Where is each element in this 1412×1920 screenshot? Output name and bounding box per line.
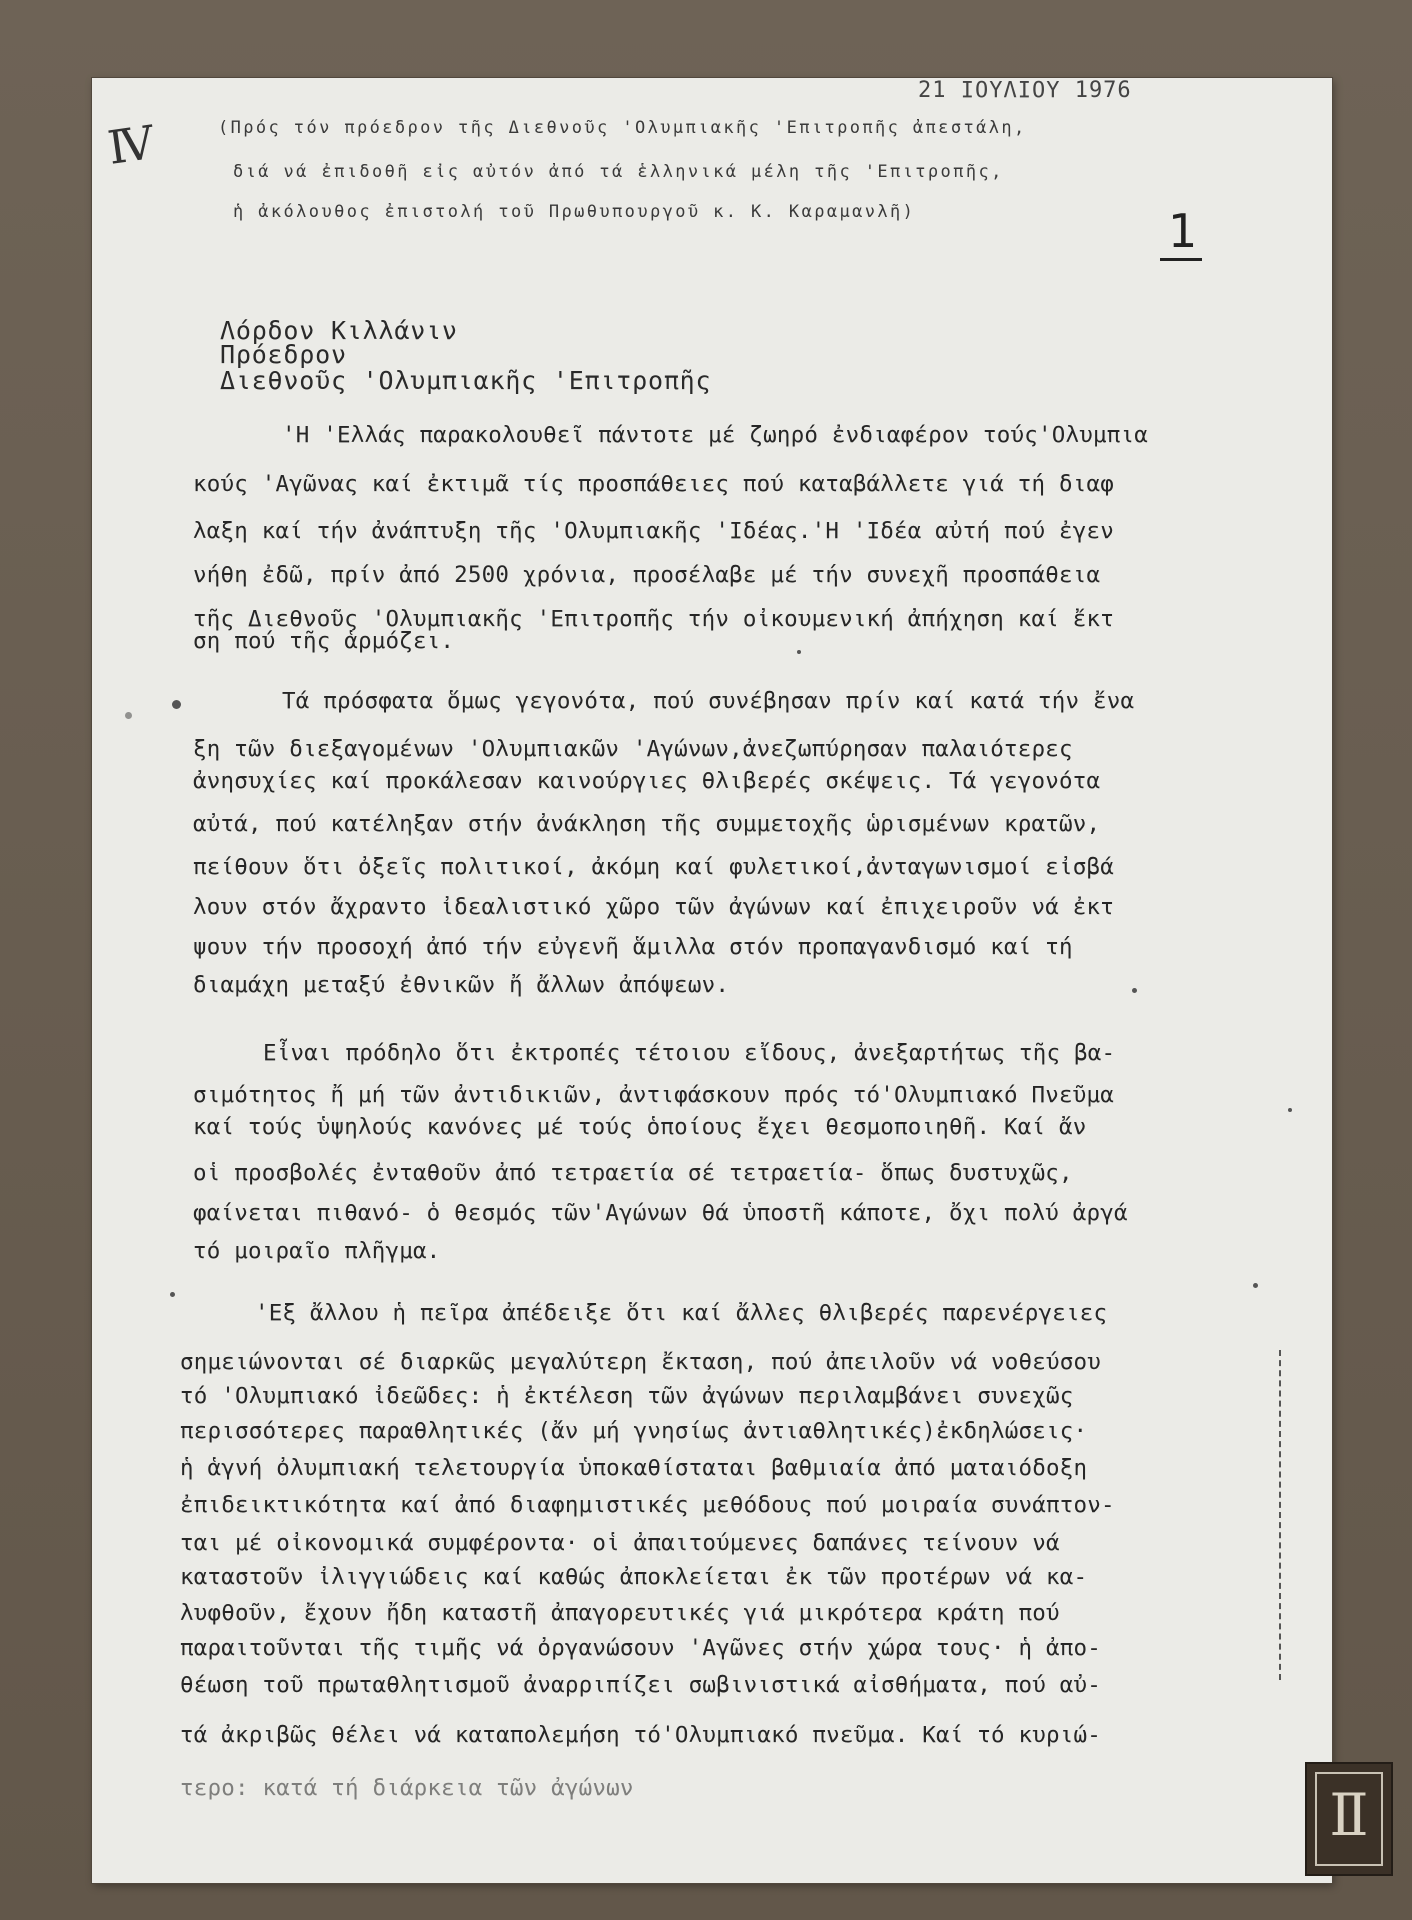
paragraph-1-line: ση πού τῆς ἁρμόζει. — [193, 628, 455, 654]
archive-logo — [1305, 1762, 1393, 1876]
paragraph-4-line: καταστοῦν ἰλιγγιώδεις καί καθώς ἀποκλείεται ἐκ τῶν προτέρων νά κα- — [180, 1564, 1088, 1590]
archive-logo-frame — [1315, 1772, 1383, 1866]
paragraph-1-line: 'Η 'Ελλάς παρακολουθεῖ πάντοτε μέ ζωηρό ἐνδιαφέρον τούς'Ολυμπια — [282, 422, 1149, 448]
paragraph-1-line: κούς 'Αγῶνας καί ἐκτιμᾶ τίς προσπάθειες πού καταβάλλετε γιά τή διαφ — [193, 471, 1114, 497]
paragraph-3-line: φαίνεται πιθανό- ὁ θεσμός τῶν'Αγώνων θά ὑποστῆ κάποτε, ὄχι πολύ ἀργά — [193, 1200, 1128, 1226]
paragraph-4-line: σημειώνονται σέ διαρκῶς μεγαλύτερη ἔκταση, πού ἀπειλοῦν νά νοθεύσου — [180, 1349, 1101, 1375]
paragraph-4-line: 'Εξ ἄλλου ἡ πεῖρα ἀπέδειξε ὅτι καί ἄλλες θλιβερές παρενέργειες — [255, 1300, 1108, 1326]
header-line: ἡ ἀκόλουθος ἐπιστολή τοῦ Πρωθυπουργοῦ κ. Κ. Καραμανλῆ) — [233, 202, 916, 222]
paragraph-3-line: τό μοιραῖο πλῆγμα. — [193, 1238, 441, 1264]
ink-speck — [170, 1292, 175, 1297]
paragraph-2-line: πείθουν ὅτι ὀξεῖς πολιτικοί, ἀκόμη καί φυλετικοί,ἀνταγωνισμοί εἰσβά — [193, 854, 1114, 880]
paragraph-1-line: νήθη ἐδῶ, πρίν ἀπό 2500 χρόνια, προσέλαβε μέ τήν συνεχῆ προσπάθεια — [193, 562, 1101, 588]
archive-logo-icon: Ⅱ — [1329, 1781, 1369, 1849]
paragraph-2-line: διαμάχη μεταξύ ἐθνικῶν ἤ ἄλλων ἀπόψεων. — [193, 972, 730, 998]
paragraph-4-line: ται μέ οἰκονομικά συμφέροντα· οἱ ἀπαιτούμενες δαπάνες τείνουν νά — [180, 1530, 1060, 1556]
page-number-underline — [1160, 258, 1202, 261]
paragraph-2-line: ξη τῶν διεξαγομένων 'Ολυμπιακῶν 'Αγώνων,ἀνεζωπύρησαν παλαιότερες — [193, 736, 1073, 762]
paragraph-4-line: ἡ ἁγνή ὀλυμπιακή τελετουργία ὑποκαθίσταται βαθμιαία ἀπό ματαιόδοξη — [180, 1455, 1088, 1481]
bullet-mark — [172, 700, 181, 709]
paragraph-4-line: ἐπιδεικτικότητα καί ἀπό διαφημιστικές μεθόδους πού μοιραία συνάπτον- — [180, 1492, 1115, 1518]
ink-speck — [1253, 1283, 1258, 1288]
paragraph-4-line: παραιτοῦνται τῆς τιμῆς νά ὀργανώσουν 'Αγῶνες στήν χώρα τους· ἡ ἀπο- — [180, 1635, 1101, 1661]
paragraph-1-line: λαξη καί τήν ἀνάπτυξη τῆς 'Ολυμπιακῆς 'Ιδέας.'Η 'Ιδέα αὐτή πού ἐγεν — [193, 518, 1114, 544]
addressee-line: Πρόεδρον — [220, 340, 347, 369]
paragraph-4-line: θέωση τοῦ πρωταθλητισμοῦ ἀναρριπίζει σωβινιστικά αἰσθήματα, πού αὐ- — [180, 1672, 1101, 1698]
paragraph-2-line: αὐτά, πού κατέληξαν στήν ἀνάκληση τῆς συμμετοχῆς ὡρισμένων κρατῶν, — [193, 811, 1101, 837]
paragraph-2-line: ἀνησυχίες καί προκάλεσαν καινούργιες θλιβερές σκέψεις. Τά γεγονότα — [193, 768, 1101, 794]
ink-speck — [1132, 988, 1137, 993]
bullet-mark — [125, 712, 132, 719]
paragraph-4-line: τερο: κατά τή διάρκεια τῶν ἀγώνων — [180, 1775, 634, 1801]
addressee-line: Διεθνοῦς 'Ολυμπιακῆς 'Επιτροπῆς — [220, 366, 712, 395]
paragraph-3-line: Εἶναι πρόδηλο ὅτι ἐκτροπές τέτοιου εἴδους, ἀνεξαρτήτως τῆς βα- — [263, 1040, 1116, 1066]
header-line: (Πρός τόν πρόεδρον τῆς Διεθνοῦς 'Ολυμπιακῆς 'Επιτροπῆς ἀπεστάλη, — [218, 118, 1027, 138]
paragraph-4-line: περισσότερες παραθλητικές (ἄν μή γνησίως ἀντιαθλητικές)ἐκδηλώσεις· — [180, 1418, 1088, 1444]
paragraph-2-line: Τά πρόσφατα ὅμως γεγονότα, πού συνέβησαν πρίν καί κατά τήν ἔνα — [282, 688, 1135, 714]
paragraph-3-line: καί τούς ὑψηλούς κανόνες μέ τούς ὁποίους ἔχει θεσμοποιηθῆ. Καί ἄν — [193, 1114, 1087, 1140]
paragraph-4-line: τό 'Ολυμπιακό ἰδεῶδες: ἡ ἐκτέλεση τῶν ἀγώνων περιλαμβάνει συνεχῶς — [180, 1383, 1074, 1409]
addressee-line: Λόρδον Κιλλάνιν — [220, 316, 458, 345]
paragraph-2-line: λουν στόν ἄχραντο ἰδεαλιστικό χῶρο τῶν ἀγώνων καί ἐπιχειροῦν νά ἐκτ — [193, 894, 1114, 920]
ink-speck — [797, 650, 801, 654]
date-stamp: 21 ΙΟΥΛΙΟΥ 1976 — [918, 78, 1132, 103]
handwritten-margin-mark: Ⅳ — [104, 115, 158, 175]
paragraph-1-line: τῆς Διεθνοῦς 'Ολυμπιακῆς 'Επιτροπῆς τήν οἰκουμενική ἀπήχηση καί ἔκτ — [193, 606, 1114, 632]
ink-speck — [1288, 1108, 1292, 1112]
paragraph-4-line: λυφθοῦν, ἔχουν ἤδη καταστῆ ἀπαγορευτικές γιά μικρότερα κράτη πού — [180, 1600, 1060, 1626]
page-number: 1 — [1168, 204, 1198, 258]
margin-dashed-line — [1279, 1350, 1281, 1680]
paragraph-3-line: σιμότητος ἤ μή τῶν ἀντιδικιῶν, ἀντιφάσκουν πρός τό'Ολυμπιακό Πνεῦμα — [193, 1082, 1114, 1108]
paragraph-4-line: τά ἀκριβῶς θέλει νά καταπολεμήση τό'Ολυμπιακό πνεῦμα. Καί τό κυριώ- — [180, 1722, 1101, 1748]
header-line: διά νά ἐπιδοθῆ εἰς αὐτόν ἀπό τά ἑλληνικά μέλη τῆς 'Επιτροπῆς, — [233, 162, 1004, 182]
paragraph-3-line: οἱ προσβολές ἐνταθοῦν ἀπό τετραετία σέ τετραετία- ὅπως δυστυχῶς, — [193, 1160, 1073, 1186]
paragraph-2-line: ψουν τήν προσοχή ἀπό τήν εὐγενῆ ἅμιλλα στόν προπαγανδισμό καί τή — [193, 934, 1073, 960]
